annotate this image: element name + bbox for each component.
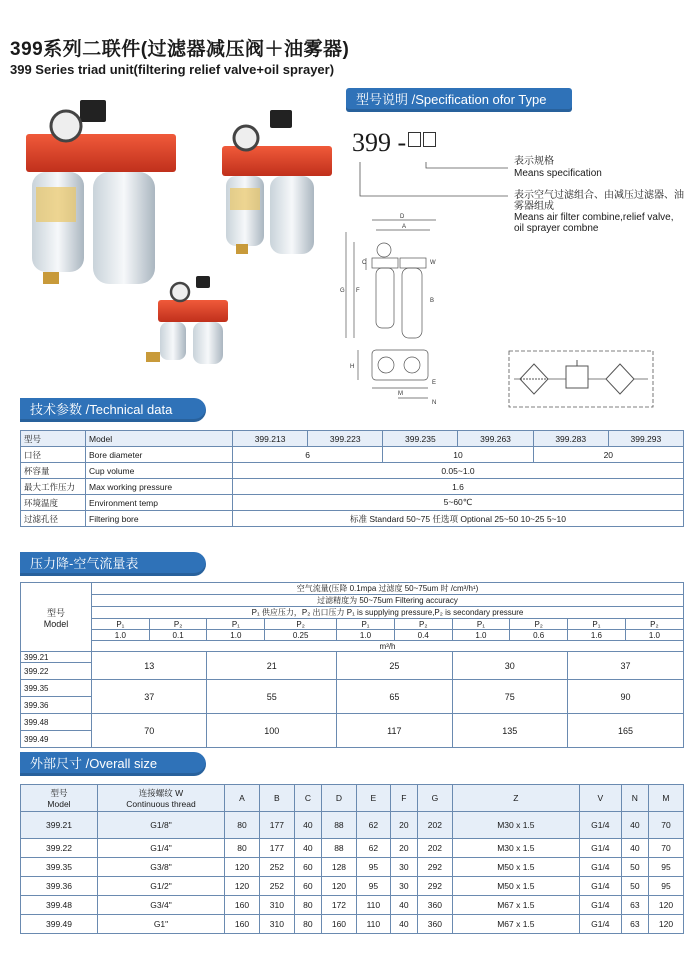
cell: 177 bbox=[259, 839, 294, 858]
col-header: E bbox=[356, 785, 390, 812]
cell: 30 bbox=[390, 877, 417, 896]
cell: 110 bbox=[356, 896, 390, 915]
cell: G1/2" bbox=[98, 877, 225, 896]
cell: 1.0 bbox=[337, 630, 395, 641]
cell: 40 bbox=[621, 812, 648, 839]
small-unit-image bbox=[146, 276, 228, 364]
model-header-cn: 型号 bbox=[50, 788, 68, 798]
cell: 80 bbox=[294, 915, 321, 934]
cell: 90 bbox=[568, 680, 684, 714]
cell: M50 x 1.5 bbox=[452, 858, 579, 877]
col-header: B bbox=[259, 785, 294, 812]
table-row bbox=[21, 714, 684, 731]
cell: G3/8" bbox=[98, 858, 225, 877]
dim-label-a: A bbox=[402, 224, 407, 230]
spec-box-1 bbox=[408, 132, 421, 147]
dim-label-n: N bbox=[432, 400, 437, 406]
col-header: G bbox=[417, 785, 452, 812]
cell: 37 bbox=[568, 652, 684, 680]
cell: 160 bbox=[321, 915, 356, 934]
cell: 杯容量 bbox=[21, 463, 86, 479]
cell: 95 bbox=[648, 877, 683, 896]
cell: 0.6 bbox=[510, 630, 568, 641]
table-row bbox=[21, 607, 684, 619]
cell: 88 bbox=[321, 839, 356, 858]
cell: 1.0 bbox=[92, 630, 150, 641]
cell: 40 bbox=[294, 812, 321, 839]
cell: P₂ bbox=[625, 619, 683, 630]
table-row bbox=[21, 619, 684, 630]
model-header bbox=[21, 583, 92, 652]
cell: 6 bbox=[233, 447, 383, 463]
cell: 0.05~1.0 bbox=[233, 463, 684, 479]
col-header: Z bbox=[452, 785, 579, 812]
cell: 65 bbox=[337, 680, 452, 714]
cell: G1/4 bbox=[579, 839, 621, 858]
cell: M30 x 1.5 bbox=[452, 839, 579, 858]
cell: 标准 Standard 50~75 任选项 Optional 25~50 10~25 5~10 bbox=[233, 511, 684, 527]
cell: 1.0 bbox=[207, 630, 265, 641]
cell: 172 bbox=[321, 896, 356, 915]
cell: 292 bbox=[417, 858, 452, 877]
dim-label-d: D bbox=[400, 214, 405, 220]
cell: M67 x 1.5 bbox=[452, 915, 579, 934]
cell: 399.36 bbox=[21, 697, 92, 714]
cell: 399.49 bbox=[21, 731, 92, 748]
cell: 399.21 bbox=[21, 812, 98, 839]
cell: 20 bbox=[390, 812, 417, 839]
cell: 128 bbox=[321, 858, 356, 877]
flow-table bbox=[20, 582, 684, 748]
cell: M50 x 1.5 bbox=[452, 877, 579, 896]
cell: 40 bbox=[294, 839, 321, 858]
cell: P₂ bbox=[510, 619, 568, 630]
table-row bbox=[21, 463, 684, 479]
dim-label-h: H bbox=[350, 364, 355, 370]
cell: P₁ bbox=[337, 619, 395, 630]
cell: G1/4 bbox=[579, 812, 621, 839]
cell: G1/4 bbox=[579, 915, 621, 934]
overall-table bbox=[20, 784, 684, 934]
cell: 177 bbox=[259, 812, 294, 839]
col-header: N bbox=[621, 785, 648, 812]
table-row bbox=[21, 896, 684, 915]
table-row bbox=[21, 630, 684, 641]
cell: 40 bbox=[621, 839, 648, 858]
table-row bbox=[21, 583, 684, 595]
cell: 70 bbox=[648, 812, 683, 839]
cell: M67 x 1.5 bbox=[452, 896, 579, 915]
model-header-en: Model bbox=[47, 799, 71, 809]
cell: P₁ bbox=[568, 619, 626, 630]
cell: P₂ bbox=[265, 619, 337, 630]
cell: 95 bbox=[648, 858, 683, 877]
cell: 310 bbox=[259, 915, 294, 934]
spec-combine-en2: oil sprayer combne bbox=[514, 223, 599, 234]
spec-banner: 型号说明 /Specification ofor Type bbox=[346, 88, 572, 112]
cell: G3/4" bbox=[98, 896, 225, 915]
cell: Bore diameter bbox=[86, 447, 233, 463]
flow-banner: 压力降-空气流量表 bbox=[20, 552, 206, 576]
col-header: A bbox=[225, 785, 260, 812]
cell: 5~60℃ bbox=[233, 495, 684, 511]
cell: 80 bbox=[225, 839, 260, 858]
cell: G1/8" bbox=[98, 812, 225, 839]
cell: 120 bbox=[648, 896, 683, 915]
dim-label-f: F bbox=[356, 288, 360, 294]
table-row bbox=[21, 431, 684, 447]
cell: 62 bbox=[356, 812, 390, 839]
cell: 最大工作压力 bbox=[21, 479, 86, 495]
cell: 399.22 bbox=[21, 663, 92, 680]
cell: 95 bbox=[356, 877, 390, 896]
spec-leader-lines bbox=[358, 158, 518, 208]
cell: 1.6 bbox=[233, 479, 684, 495]
cell: 252 bbox=[259, 858, 294, 877]
large-unit-image bbox=[26, 100, 176, 284]
cell: 0.25 bbox=[265, 630, 337, 641]
dim-label-c: C bbox=[362, 260, 367, 266]
cell: 310 bbox=[259, 896, 294, 915]
type-code bbox=[352, 128, 436, 158]
cell: 399.21 bbox=[21, 652, 92, 663]
dim-label-w: W bbox=[430, 260, 436, 266]
spec-means-en: Means specification bbox=[514, 168, 602, 179]
thread-header-en: Continuous thread bbox=[126, 799, 196, 809]
col-header: M bbox=[648, 785, 683, 812]
cell: 63 bbox=[621, 896, 648, 915]
table-row bbox=[21, 812, 684, 839]
cell: 202 bbox=[417, 839, 452, 858]
cell: 88 bbox=[321, 812, 356, 839]
thread-header-cn: 连接螺纹 W bbox=[138, 788, 184, 798]
cell: Max working pressure bbox=[86, 479, 233, 495]
table-row bbox=[21, 479, 684, 495]
dim-label-g: G bbox=[340, 288, 345, 294]
cell: 10 bbox=[383, 447, 533, 463]
model-header bbox=[21, 785, 98, 812]
cell: 60 bbox=[294, 858, 321, 877]
cell: 120 bbox=[648, 915, 683, 934]
cell: P₁ bbox=[92, 619, 150, 630]
cell: 399.48 bbox=[21, 896, 98, 915]
cell: 399.35 bbox=[21, 858, 98, 877]
cell: 399.49 bbox=[21, 915, 98, 934]
medium-unit-image bbox=[222, 110, 332, 254]
cell: 399.235 bbox=[383, 431, 458, 447]
cell: 70 bbox=[92, 714, 207, 748]
cell: 1.0 bbox=[625, 630, 683, 641]
cell: 37 bbox=[92, 680, 207, 714]
spec-combine-cn2: 雾器组成 bbox=[514, 201, 554, 212]
technical-table bbox=[20, 430, 684, 527]
cell: 252 bbox=[259, 877, 294, 896]
cell: P₁ bbox=[452, 619, 510, 630]
page-title-cn: 399系列二联件(过滤器减压阀＋油雾器) bbox=[10, 39, 350, 60]
spec-combine-en1: Means air filter combine,relief valve, bbox=[514, 212, 674, 223]
cell: G1/4 bbox=[579, 896, 621, 915]
table-row bbox=[21, 447, 684, 463]
cell: 399.293 bbox=[608, 431, 683, 447]
type-code-text: 399 - bbox=[352, 128, 407, 157]
cell: 160 bbox=[225, 915, 260, 934]
cell: P₂ bbox=[149, 619, 207, 630]
cell: 100 bbox=[207, 714, 337, 748]
pneumatic-symbol bbox=[508, 350, 654, 408]
table-row bbox=[21, 839, 684, 858]
col-header: C bbox=[294, 785, 321, 812]
col-header: F bbox=[390, 785, 417, 812]
cell: 20 bbox=[533, 447, 683, 463]
cell: 160 bbox=[225, 896, 260, 915]
table-row bbox=[21, 680, 684, 697]
dim-label-e: E bbox=[432, 380, 437, 386]
product-photos bbox=[18, 92, 338, 372]
table-row bbox=[21, 915, 684, 934]
cell: 292 bbox=[417, 877, 452, 896]
spec-combine-cn1: 表示空气过滤组合、由减压过滤器、油 bbox=[514, 190, 684, 201]
cell: G1" bbox=[98, 915, 225, 934]
cell: 20 bbox=[390, 839, 417, 858]
table-row bbox=[21, 495, 684, 511]
cell: 80 bbox=[294, 896, 321, 915]
cell: 399.48 bbox=[21, 714, 92, 731]
cell: Environment temp bbox=[86, 495, 233, 511]
cell: 50 bbox=[621, 858, 648, 877]
col-header: D bbox=[321, 785, 356, 812]
thread-header bbox=[98, 785, 225, 812]
dim-label-m: M bbox=[398, 391, 403, 397]
cell: 55 bbox=[207, 680, 337, 714]
cell: 型号 bbox=[21, 431, 86, 447]
cell: 过滤精度为 50~75um Filtering accuracy bbox=[92, 595, 684, 607]
cell: 135 bbox=[452, 714, 567, 748]
cell: 40 bbox=[390, 915, 417, 934]
cell: 60 bbox=[294, 877, 321, 896]
cell: P₁ bbox=[207, 619, 265, 630]
cell: 0.1 bbox=[149, 630, 207, 641]
cell: 95 bbox=[356, 858, 390, 877]
spec-means-cn: 表示规格 bbox=[514, 156, 554, 167]
cell: 120 bbox=[225, 858, 260, 877]
cell: 360 bbox=[417, 896, 452, 915]
cell: 120 bbox=[225, 877, 260, 896]
spec-box-2 bbox=[423, 132, 436, 147]
cell: 165 bbox=[568, 714, 684, 748]
table-row bbox=[21, 511, 684, 527]
model-header-cn: 型号 bbox=[46, 607, 65, 618]
cell: Model bbox=[86, 431, 233, 447]
cell: 63 bbox=[621, 915, 648, 934]
cell: Cup volume bbox=[86, 463, 233, 479]
cell: 399.36 bbox=[21, 877, 98, 896]
cell: P₂ bbox=[394, 619, 452, 630]
table-row bbox=[21, 785, 684, 812]
cell: 120 bbox=[321, 877, 356, 896]
cell: 399.283 bbox=[533, 431, 608, 447]
cell: 25 bbox=[337, 652, 452, 680]
cell: 口径 bbox=[21, 447, 86, 463]
technical-banner: 技术参数 /Technical data bbox=[20, 398, 206, 422]
cell: 1.6 bbox=[568, 630, 626, 641]
table-row bbox=[21, 858, 684, 877]
cell: 399.35 bbox=[21, 680, 92, 697]
cell: 13 bbox=[92, 652, 207, 680]
cell: 399.22 bbox=[21, 839, 98, 858]
dimension-drawing bbox=[338, 212, 450, 410]
cell: P₁ 供应压力，P₂ 出口压力 P₁ is supplying pressure,P₂ is secondary pressure bbox=[92, 607, 684, 619]
cell: 110 bbox=[356, 915, 390, 934]
cell: 环境温度 bbox=[21, 495, 86, 511]
cell: 空气流量(压降 0.1mpa 过滤度 50~75um 时 /cm³/h¹) bbox=[92, 583, 684, 595]
cell: G1/4 bbox=[579, 858, 621, 877]
cell: G1/4 bbox=[579, 877, 621, 896]
cell: Filtering bore bbox=[86, 511, 233, 527]
cell: M30 x 1.5 bbox=[452, 812, 579, 839]
page-title-en: 399 Series triad unit(filtering relief valve+oil sprayer) bbox=[10, 62, 335, 77]
cell: 360 bbox=[417, 915, 452, 934]
cell: m³/h bbox=[92, 641, 684, 652]
table-row bbox=[21, 652, 684, 663]
overall-table-body bbox=[21, 812, 684, 934]
cell: 30 bbox=[390, 858, 417, 877]
cell: 1.0 bbox=[452, 630, 510, 641]
model-header-en: Model bbox=[43, 618, 69, 629]
cell: 399.263 bbox=[458, 431, 533, 447]
overall-banner: 外部尺寸 /Overall size bbox=[20, 752, 206, 776]
cell: G1/4" bbox=[98, 839, 225, 858]
cell: 202 bbox=[417, 812, 452, 839]
cell: 80 bbox=[225, 812, 260, 839]
cell: 过滤孔径 bbox=[21, 511, 86, 527]
col-header: V bbox=[579, 785, 621, 812]
cell: 70 bbox=[648, 839, 683, 858]
cell: 75 bbox=[452, 680, 567, 714]
cell: 21 bbox=[207, 652, 337, 680]
dim-label-b: B bbox=[430, 298, 435, 304]
cell: 399.213 bbox=[233, 431, 308, 447]
cell: 62 bbox=[356, 839, 390, 858]
cell: 399.223 bbox=[308, 431, 383, 447]
cell: 117 bbox=[337, 714, 452, 748]
table-row bbox=[21, 641, 684, 652]
cell: 40 bbox=[390, 896, 417, 915]
table-row bbox=[21, 595, 684, 607]
table-row bbox=[21, 877, 684, 896]
cell: 0.4 bbox=[394, 630, 452, 641]
cell: 50 bbox=[621, 877, 648, 896]
cell: 30 bbox=[452, 652, 567, 680]
